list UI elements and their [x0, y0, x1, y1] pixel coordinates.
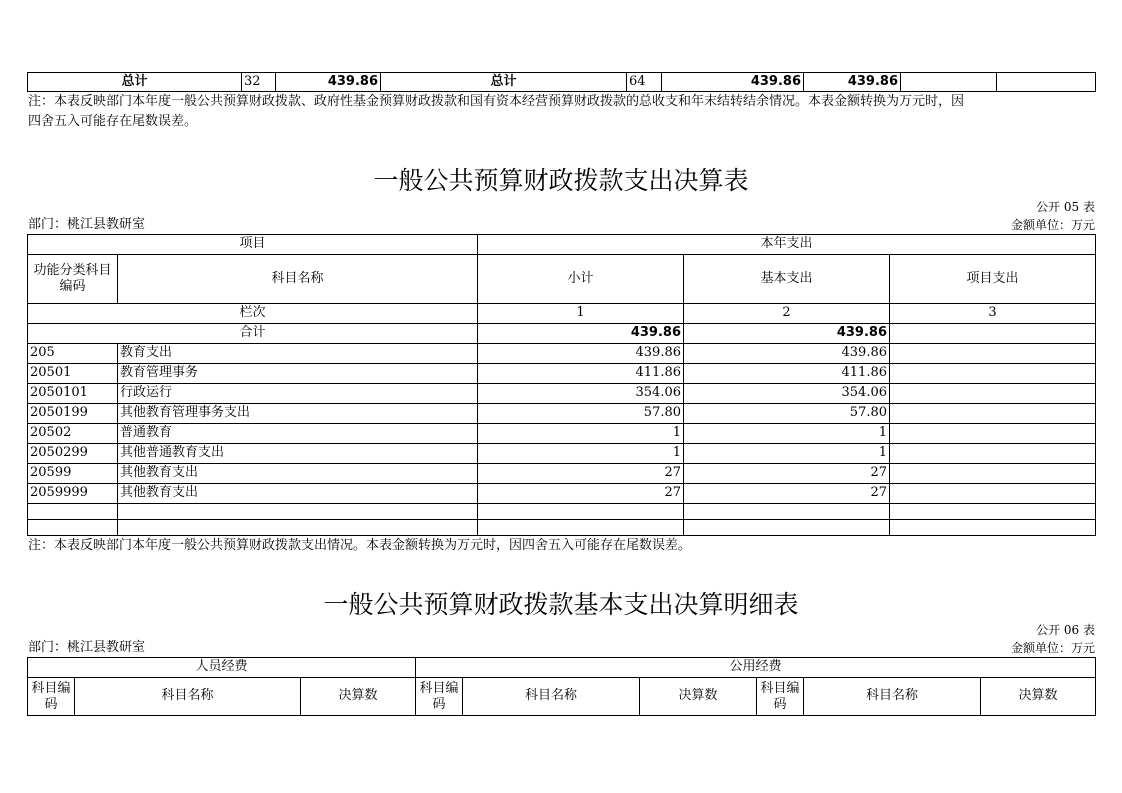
- row-basic: 411.86: [684, 364, 890, 384]
- total-label: 合计: [28, 324, 478, 344]
- row-subtotal: 411.86: [478, 364, 684, 384]
- row-name: 其他教育管理事务支出: [118, 404, 478, 424]
- table-row: [28, 464, 1096, 484]
- subject-code-header-l2: 码: [44, 696, 58, 712]
- col-index-2: 2: [684, 304, 890, 324]
- row-basic: 439.86: [684, 344, 890, 364]
- table05-dept: 部门：桃江县教研室: [28, 217, 146, 232]
- row-subtotal: 27: [478, 464, 684, 484]
- table-row: [28, 424, 1096, 444]
- table-row: [28, 404, 1096, 424]
- hdr-subject-name: 科目名称: [118, 255, 478, 304]
- table06-dept: 部门：桃江县教研室: [28, 640, 146, 655]
- table06-unit: 金额单位：万元: [1010, 641, 1095, 655]
- row-code: 2050101: [28, 384, 118, 404]
- table05: [27, 234, 1096, 536]
- row-code: 205: [28, 344, 118, 364]
- total-amount-right-1: 439.86: [662, 73, 804, 92]
- row-project: [890, 344, 1096, 364]
- row-name: [118, 520, 478, 536]
- lanci-label: 栏次: [28, 304, 478, 324]
- col-index-1: 1: [478, 304, 684, 324]
- note-1-line-2: 四舍五入可能存在尾数误差。: [28, 114, 198, 129]
- row-name: 普通教育: [118, 424, 478, 444]
- row-subtotal: [478, 520, 684, 536]
- row-name: 其他教育支出: [118, 484, 478, 504]
- row-code: 20502: [28, 424, 118, 444]
- hdr-personnel: 人员经费: [28, 658, 416, 678]
- row-project: [890, 484, 1096, 504]
- subject-name-header: 科目名称: [463, 678, 640, 716]
- col-number-left: 32: [242, 73, 276, 92]
- row-project: [890, 520, 1096, 536]
- subject-code-header: [416, 678, 463, 716]
- total-label-left: 总计: [28, 73, 242, 92]
- col-index-3: 3: [890, 304, 1096, 324]
- row-subtotal: 57.80: [478, 404, 684, 424]
- hdr-function-code: [28, 255, 118, 304]
- top-summary-table: [27, 72, 1096, 92]
- row-name: 行政运行: [118, 384, 478, 404]
- row-basic: 57.80: [684, 404, 890, 424]
- hdr-year-expense: 本年支出: [478, 235, 1096, 255]
- row-project: [890, 384, 1096, 404]
- row-project: [890, 444, 1096, 464]
- col-number-right: 64: [627, 73, 662, 92]
- table05-code: 公开 05 表: [1036, 200, 1095, 214]
- row-code: [28, 504, 118, 520]
- row-basic: 27: [684, 484, 890, 504]
- total-amount-left: 439.86: [276, 73, 381, 92]
- hdr-basic: 基本支出: [684, 255, 890, 304]
- row-basic: 27: [684, 464, 890, 484]
- hdr-project: 项目支出: [890, 255, 1096, 304]
- row-project: [890, 504, 1096, 520]
- row-code: 2059999: [28, 484, 118, 504]
- subject-code-header-l1: 科目编: [760, 680, 800, 696]
- row-name: 教育管理事务: [118, 364, 478, 384]
- table05-unit: 金额单位：万元: [1010, 218, 1095, 232]
- hdr-item: 项目: [28, 235, 478, 255]
- hdr-subtotal: 小计: [478, 255, 684, 304]
- subject-name-header: 科目名称: [804, 678, 981, 716]
- table-row: [28, 520, 1096, 536]
- total-basic: 439.86: [684, 324, 890, 344]
- row-code: 2050299: [28, 444, 118, 464]
- hdr-function-code-l1: 功能分类科目: [33, 263, 112, 278]
- table-row: [28, 364, 1096, 384]
- total-subtotal: 439.86: [478, 324, 684, 344]
- row-project: [890, 364, 1096, 384]
- subject-code-header-l1: 科目编: [31, 680, 71, 696]
- subject-code-header-l2: 码: [432, 696, 446, 712]
- row-name: 其他教育支出: [118, 464, 478, 484]
- row-code: 20599: [28, 464, 118, 484]
- amount-header: 决算数: [640, 678, 757, 716]
- row-name: [118, 504, 478, 520]
- subject-code-header: [28, 678, 75, 716]
- amount-header: 决算数: [981, 678, 1096, 716]
- empty-cell: [997, 73, 1096, 92]
- row-code: 20501: [28, 364, 118, 384]
- table05-title: 一般公共预算财政拨款支出决算表: [373, 166, 749, 195]
- row-basic: [684, 520, 890, 536]
- note-1-line-1: 注：本表反映部门本年度一般公共预算财政拨款、政府性基金预算财政拨款和国有资本经营预算财政拨款的总收支和年末结转结余情况。本表金额转换为万元时，因: [28, 94, 965, 109]
- row-project: [890, 464, 1096, 484]
- row-subtotal: 439.86: [478, 344, 684, 364]
- row-subtotal: [478, 504, 684, 520]
- row-name: 其他普通教育支出: [118, 444, 478, 464]
- row-basic: 1: [684, 444, 890, 464]
- row-project: [890, 424, 1096, 444]
- note-2: 注：本表反映部门本年度一般公共预算财政拨款支出情况。本表金额转换为万元时，因四舍五入可能存在尾数误差。: [28, 538, 692, 553]
- row-basic: 354.06: [684, 384, 890, 404]
- table-row: [28, 484, 1096, 504]
- note-1: [28, 92, 964, 132]
- subject-code-header-l1: 科目编: [419, 680, 459, 696]
- row-basic: [684, 504, 890, 520]
- total-project: [890, 324, 1096, 344]
- table-row: [28, 444, 1096, 464]
- row-name: 教育支出: [118, 344, 478, 364]
- table-row: [28, 344, 1096, 364]
- subject-code-header: [757, 678, 804, 716]
- hdr-function-code-l2: 编码: [59, 279, 86, 294]
- row-subtotal: 27: [478, 484, 684, 504]
- row-subtotal: 1: [478, 444, 684, 464]
- table-row: [28, 504, 1096, 520]
- empty-cell: [901, 73, 997, 92]
- row-subtotal: 1: [478, 424, 684, 444]
- table06-code: 公开 06 表: [1036, 623, 1095, 637]
- hdr-public: 公用经费: [416, 658, 1096, 678]
- subject-name-header: 科目名称: [75, 678, 301, 716]
- table-row: [28, 384, 1096, 404]
- row-subtotal: 354.06: [478, 384, 684, 404]
- table06: [27, 657, 1096, 716]
- row-code: 2050199: [28, 404, 118, 424]
- row-project: [890, 404, 1096, 424]
- row-basic: 1: [684, 424, 890, 444]
- total-label-right: 总计: [381, 73, 627, 92]
- total-amount-right-2: 439.86: [804, 73, 901, 92]
- amount-header: 决算数: [301, 678, 416, 716]
- subject-code-header-l2: 码: [773, 696, 787, 712]
- row-code: [28, 520, 118, 536]
- table06-title: 一般公共预算财政拨款基本支出决算明细表: [323, 590, 799, 619]
